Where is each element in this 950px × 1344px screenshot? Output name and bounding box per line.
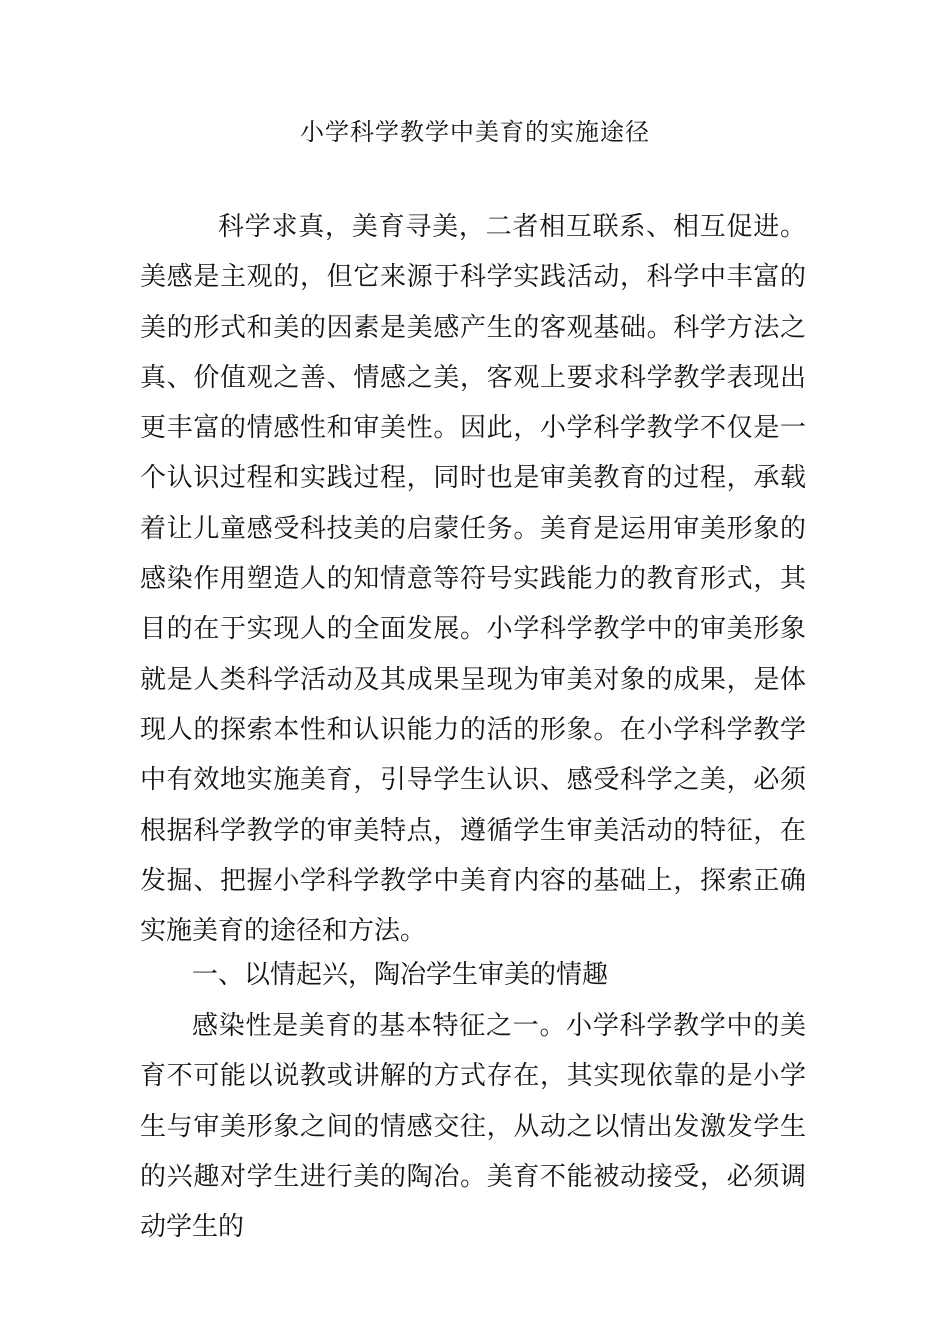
paragraph-intro: 科学求真，美育寻美，二者相互联系、相互促进。美感是主观的，但它来源于科学实践活动，科学中丰富的美的形式和美的因素是美感产生的客观基础。科学方法之真、价值观之善、情感之美，客观上要求科学教学表现出更丰富的情感性和审美性。因此，小学科学教学不仅是一个认识过程和实践过程，同时也是审美教育的过程，承载着让儿童感受科技美的启蒙任务。美育是运用审美形象的感染作用塑造人的知情意等符号实践能力的教育形式，其目的在于实现人的全面发展。小学科学教学中的审美形象就是人类科学活动及其成果呈现为审美对象的成果，是体现人的探索本性和认识能力的活的形象。在小学科学教学中有效地实施美育，引导学生认识、感受科学之美，必须根据科学教学的审美特点，遵循学生审美活动的特征，在发掘、把握小学科学教学中美育内容的基础上，探索正确实施美育的途径和方法。 [140, 212, 806, 947]
document-title: 小学科学教学中美育的实施途径 [300, 118, 650, 146]
paragraph-section-1: 感染性是美育的基本特征之一。小学科学教学中的美育不可能以说教或讲解的方式存在，其实现依靠的是小学生与审美形象之间的情感交往，从动之以情出发激发学生的兴趣对学生进行美的陶冶。美育不能被动接受，必须调动学生的 [140, 1011, 806, 1243]
section-heading-1: 一、以情起兴，陶冶学生审美的情趣 [192, 960, 609, 990]
